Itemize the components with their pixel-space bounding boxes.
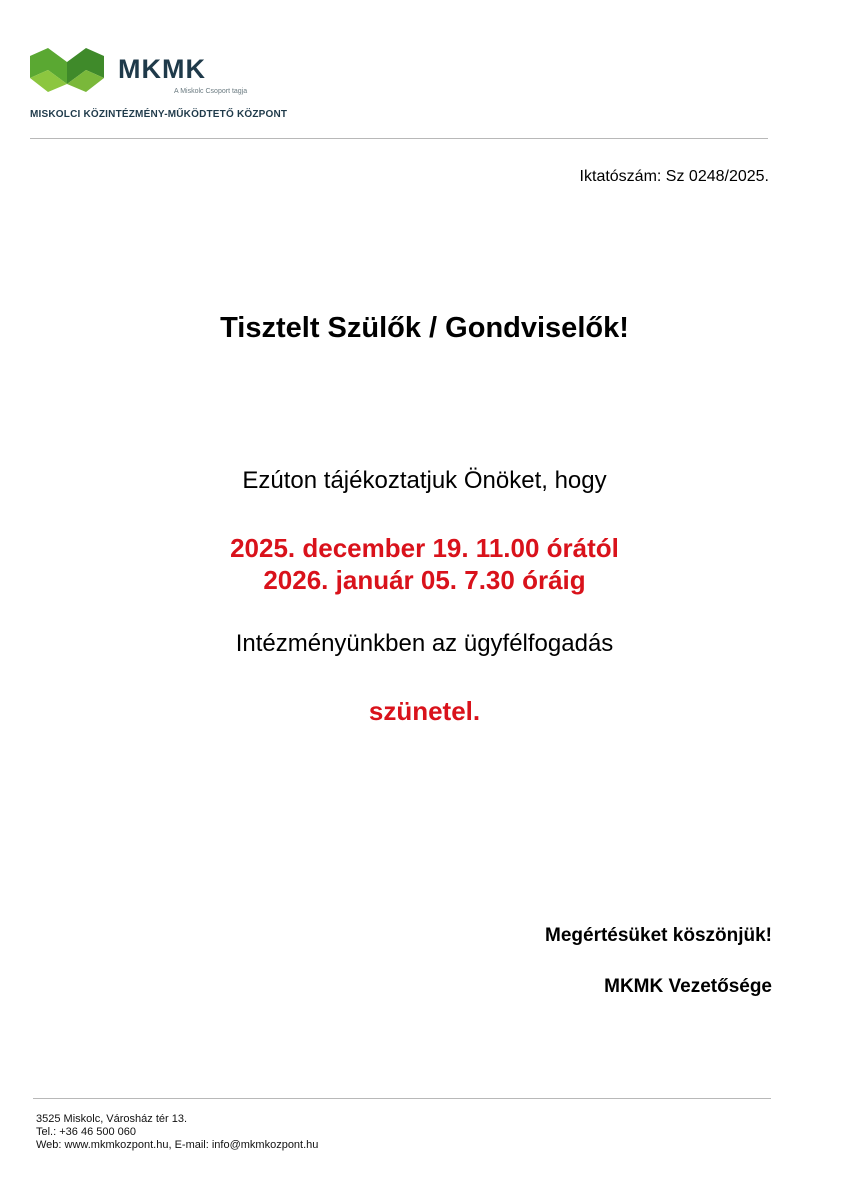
footer-contact: [36, 1113, 318, 1152]
header-divider: [30, 138, 768, 139]
date-to: 2026. január 05. 7.30 óráig: [263, 565, 586, 595]
date-from: 2025. december 19. 11.00 órától: [230, 533, 619, 563]
intro-text: Ezúton tájékoztatjuk Önöket, hogy: [242, 467, 607, 494]
status-text: szünetel.: [368, 696, 481, 726]
organization-name: MISKOLCI KÖZINTÉZMÉNY-MŰKÖDTETŐ KÖZPONT: [30, 109, 288, 120]
reference-number: Iktatószám: Sz 0248/2025.: [579, 168, 769, 185]
footer-divider: [33, 1098, 771, 1099]
greeting-heading: Tisztelt Szülők / Gondviselők!: [220, 312, 629, 344]
mkmk-logo-mark-icon: [30, 48, 104, 92]
footer-phone: Tel.: +36 46 500 060: [36, 1126, 136, 1138]
service-text: Intézményünkben az ügyfélfogadás: [235, 630, 614, 657]
closure-dates: [0, 532, 849, 596]
signature: MKMK Vezetősége: [604, 976, 772, 997]
logo-name: MKMK: [118, 54, 206, 84]
organization-logo: [30, 46, 320, 126]
logo-tagline: A Miskolc Csoport tagja: [174, 88, 248, 95]
footer-address: 3525 Miskolc, Városház tér 13.: [36, 1113, 188, 1125]
thanks-text: Megértésüket köszönjük!: [545, 925, 772, 946]
footer-web-email: Web: www.mkmkozpont.hu, E-mail: info@mkmkozpont.hu: [36, 1139, 319, 1151]
